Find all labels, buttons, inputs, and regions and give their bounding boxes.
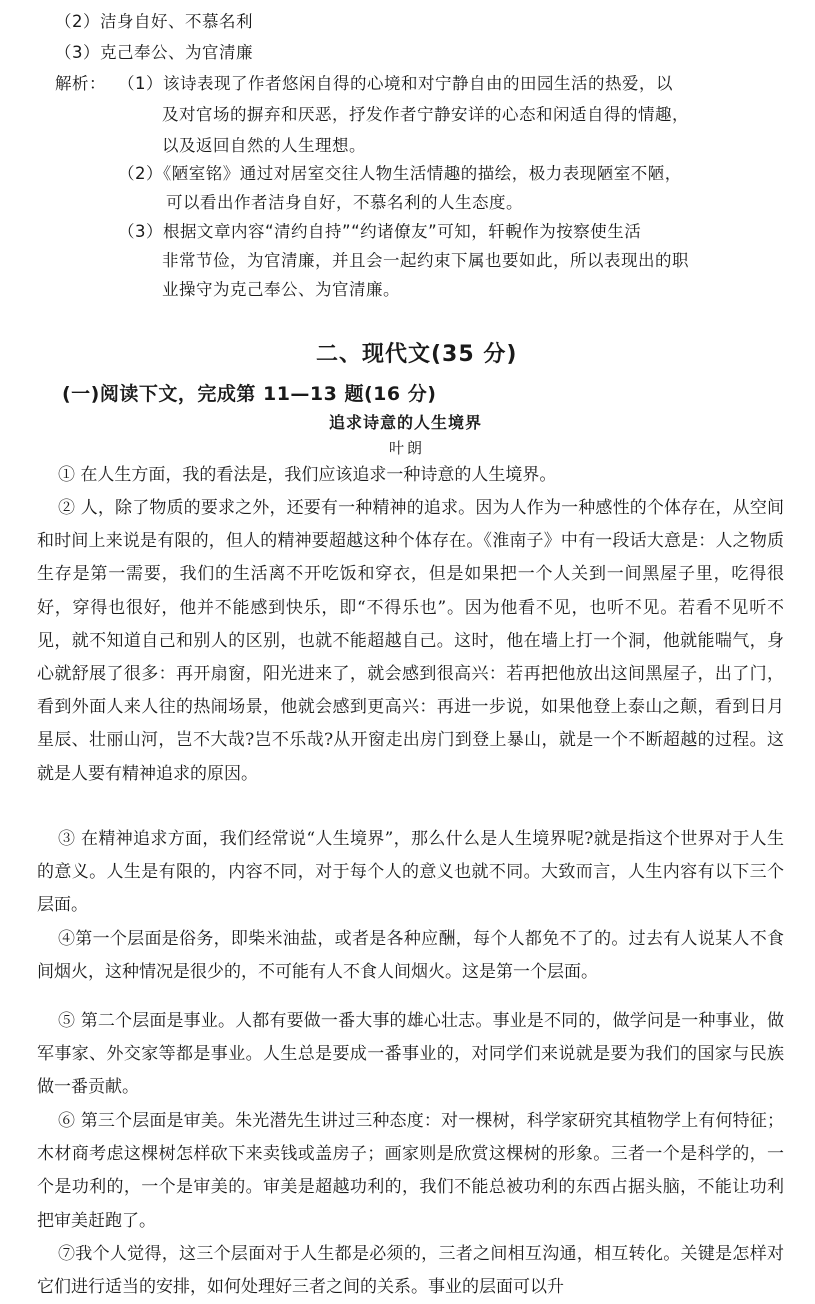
analysis-1-line-2: 及对官场的摒弃和厌恶，抒发作者宁静安详的心态和闲适自得的情趣， [162, 105, 689, 124]
article-author: 叶朗 [389, 439, 426, 457]
article-paragraph-7: ⑦我个人觉得，这三个层面对于人生都是必须的，三者之间相互沟通，相互转化。关键是怎样对它们进行适当的安排，如何处理好三者之间的关系。事业的层面可以升 [37, 1244, 784, 1298]
answer-item-2: （2）洁身自好、不慕名利 [55, 12, 253, 31]
article-paragraph-4: ④第一个层面是俗务，即柴米油盐，或者是各种应酬，每个人都免不了的。过去有人说某人不食间烟火，这种情况是很少的，不可能有人不食人间烟火。这是第一个层面。 [37, 929, 784, 983]
analysis-3-line-3: 业操守为克己奉公、为官清廉。 [162, 280, 400, 299]
article-paragraph-6: ⑥ 第三个层面是审美。朱光潜先生讲过三种态度：对一棵树，科学家研究其植物学上有何特征；木材商考虑这棵树怎样砍下来卖钱或盖房子；画家则是欣赏这棵树的形象。三者一个是科学的，一个是功利的，一个是审美的。审美是超越功利的，我们不能总被功利的东西占据头脑，不能让功利把审美赶跑了。 [37, 1111, 784, 1231]
answer-item-3: （3）克己奉公、为官清廉 [55, 43, 253, 62]
analysis-2-line-2: 可以看出作者洁身自好，不慕名利的人生态度。 [166, 193, 523, 212]
analysis-label: 解析： [55, 74, 106, 93]
analysis-3-line-1: （3）根据文章内容“清约自持”“约诸僚友”可知，轩輗作为按察使生活 [118, 222, 642, 241]
section-title: 二、现代文(35 分) [316, 342, 518, 367]
analysis-1-line-1: （1）该诗表现了作者悠闲自得的心境和对宁静自由的田园生活的热爱，以 [118, 74, 673, 93]
article-paragraph-2: ② 人，除了物质的要求之外，还要有一种精神的追求。因为人作为一种感性的个体存在，从空间和时间上来说是有限的，但人的精神要超越这种个体存在。《淮南子》中有一段话大意是：人之物质生存是第一需要，我们的生活离不开吃饭和穿衣，但是如果把一个人关到一间黑屋子里，吃得很好，穿得也很好，他并不能感到快乐，即“不得乐也”。因为他看不见，也听不见。若看不见听不见，就不知道自己和别人的区别，也就不能超越自己。这时，他在墙上打一个洞，他就能喘气，身心就舒展了很多：再开扇窗，阳光进来了，就会感到很高兴：若再把他放出这间黑屋子，出了门，看到外面人来人往的热闹场景，他就会感到更高兴：再进一步说，如果他登上泰山之颠，看到日月星辰、壮丽山河，岂不大哉?岂不乐哉?从开窗走出房门到登上暴山，就是一个不断超越的过程。这就是人要有精神追求的原因。 [37, 498, 784, 784]
article-title: 追求诗意的人生境界 [329, 413, 483, 432]
section-subtitle: (一)阅读下文，完成第 11—13 题(16 分) [62, 383, 437, 405]
article-paragraph-3: ③ 在精神追求方面，我们经常说“人生境界”，那么什么是人生境界呢?就是指这个世界对于人生的意义。人生是有限的，内容不同，对于每个人的意义也就不同。大致而言，人生内容有以下三个层面。 [37, 829, 784, 916]
article-paragraph-1: ① 在人生方面，我的看法是，我们应该追求一种诗意的人生境界。 [58, 465, 557, 485]
analysis-1-line-3: 以及返回自然的人生理想。 [162, 136, 366, 155]
analysis-3-line-2: 非常节俭，为官清廉，并且会一起约束下属也要如此，所以表现出的职 [162, 251, 689, 270]
analysis-2-line-1: （2）《陋室铭》通过对居室交往人物生活情趣的描绘，极力表现陋室不陋， [118, 164, 682, 183]
article-paragraph-5: ⑤ 第二个层面是事业。人都有要做一番大事的雄心壮志。事业是不同的，做学问是一种事业，做军事家、外交家等都是事业。人生总是要成一番事业的，对同学们来说就是要为我们的国家与民族做一番贡献。 [37, 1011, 784, 1098]
